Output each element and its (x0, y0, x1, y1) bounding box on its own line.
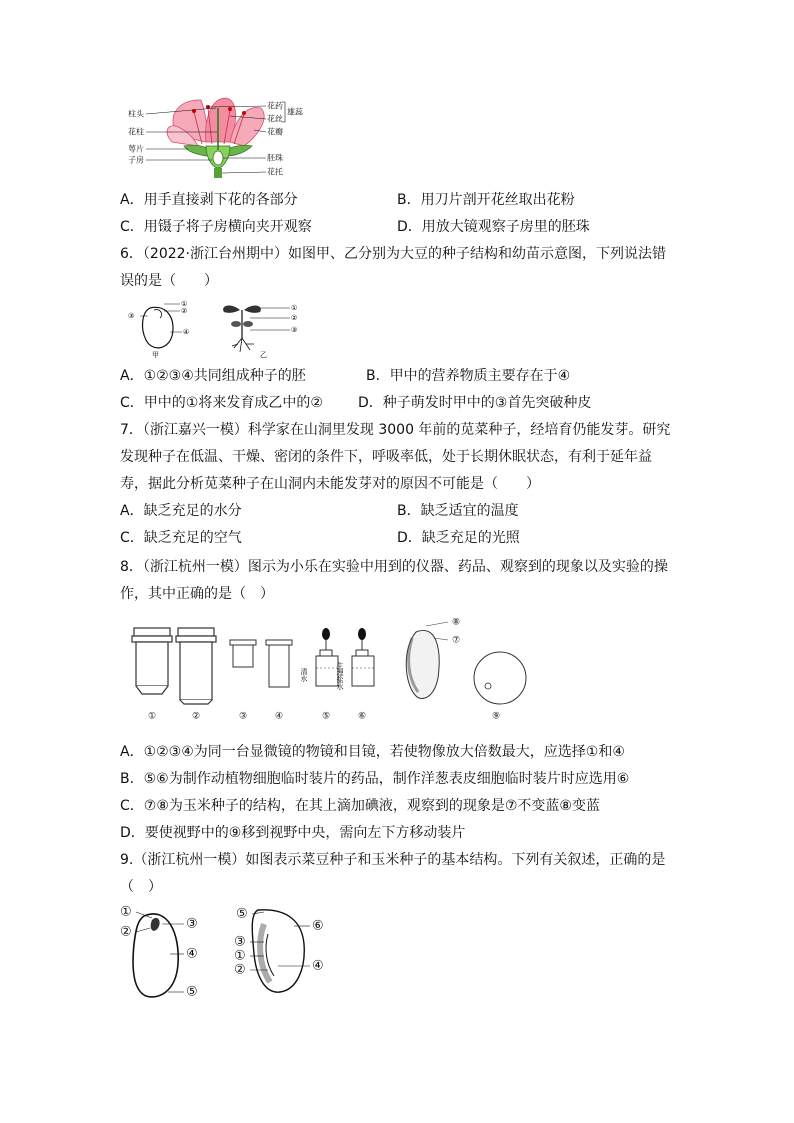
q9-stem-line2: （ ） (120, 879, 162, 895)
num-2: ② (191, 711, 201, 722)
q8-option-a: A．①②③④为同一台显微镜的物镜和目镜，若使物像放大倍数最大，应选择①和④ (120, 744, 625, 760)
yi-num-1: ① (291, 304, 298, 312)
q6-stem-line2: 误的是（ ） (120, 273, 218, 289)
bean-num-2: ② (120, 924, 132, 940)
q5-option-b: B．用刀片剖开花丝取出花粉 (397, 192, 575, 208)
jia-num-4: ④ (183, 328, 190, 336)
q7-stem-line2: 发现种子在低温、干燥、密闭的条件下，呼吸率低，处于长期休眠状态，有利于延年益 (120, 449, 652, 465)
corn-num-6: ⑥ (312, 918, 324, 934)
label-ovary: 子房 (128, 155, 144, 165)
q7-option-a: A．缺乏充足的水分 (120, 503, 242, 519)
yi-label: 乙 (260, 351, 267, 359)
q6-option-c: C．甲中的①将来发育成乙中的② (120, 395, 323, 411)
corn-num-1: ① (234, 948, 246, 964)
q6-option-b: B．甲中的营养物质主要存在于④ (366, 368, 571, 384)
bean-num-5: ⑤ (186, 984, 198, 1000)
saline-label: 生理盐水 (336, 662, 344, 690)
corn-num-2: ② (234, 962, 246, 978)
jia-label: 甲 (152, 351, 159, 359)
flower-diagram (126, 94, 326, 180)
q6-option-d: D．种子萌发时甲中的③首先突破种皮 (358, 395, 592, 411)
q8-stem-line2: 作，其中正确的是（ ） (120, 586, 274, 602)
soybean-diagram (120, 298, 320, 360)
q7-option-b: B．缺乏适宜的温度 (397, 503, 519, 519)
bean-corn-seed-diagram (118, 904, 338, 1006)
label-style: 花柱 (128, 127, 144, 137)
label-anther: 花药 (267, 101, 283, 111)
bean-num-3: ③ (186, 916, 198, 932)
q5-option-a: A．用手直接剥下花的各部分 (120, 192, 298, 208)
corn-num-4: ④ (312, 958, 324, 974)
q7-stem-line3: 寿，据此分析苋菜种子在山洞内未能发芽对的原因不可能是（ ） (120, 476, 540, 492)
yi-num-2: ② (291, 314, 298, 322)
label-filament: 花丝 (267, 114, 283, 124)
num-4: ④ (274, 711, 284, 722)
lab-equipment-diagram (126, 618, 536, 728)
num-8: ⑧ (452, 618, 461, 628)
label-ovule: 胚珠 (267, 153, 283, 163)
q8-option-c: C．⑦⑧为玉米种子的结构，在其上滴加碘液，观察到的现象是⑦不变蓝⑧变蓝 (120, 798, 600, 814)
q9-stem-line1: 9.（浙江杭州一模）如图表示菜豆种子和玉米种子的基本结构。下列有关叙述，正确的是 (120, 852, 666, 868)
bean-num-1: ① (120, 904, 132, 920)
q5-option-d: D．用放大镜观察子房里的胚珠 (397, 219, 590, 235)
label-receptacle: 花托 (267, 167, 283, 177)
corn-num-3: ③ (234, 934, 246, 950)
num-9: ⑨ (491, 711, 501, 722)
q7-stem-line1: 7．（浙江嘉兴一模）科学家在山洞里发现 3000 年前的苋菜种子，经培育仍能发芽。研究 (120, 422, 671, 438)
corn-num-5: ⑤ (236, 906, 248, 922)
q8-option-d: D．要使视野中的⑨移到视野中央，需向左下方移动装片 (120, 825, 466, 841)
yi-num-3: ③ (291, 326, 298, 334)
label-petal: 花瓣 (267, 127, 283, 137)
water-label: 清水 (300, 668, 308, 682)
q7-option-d: D．缺乏充足的光照 (397, 530, 520, 546)
q5-option-c: C．用镊子将子房横向夹开观察 (120, 219, 312, 235)
q6-stem-line1: 6．（2022·浙江台州期中）如图甲、乙分别为大豆的种子结构和幼苗示意图，下列说法错 (120, 246, 666, 262)
label-stamen: 雄蕊 (287, 107, 303, 117)
label-sepal: 萼片 (128, 144, 144, 154)
num-5: ⑤ (321, 711, 331, 722)
num-1: ① (147, 711, 157, 722)
q8-stem-line1: 8．（浙江杭州一模）图示为小乐在实验中用到的仪器、药品、观察到的现象以及实验的操 (120, 559, 668, 575)
jia-num-3: ③ (128, 312, 135, 320)
q6-option-a: A．①②③④共同组成种子的胚 (120, 368, 306, 384)
label-stigma: 柱头 (128, 109, 144, 119)
q7-option-c: C．缺乏充足的空气 (120, 530, 242, 546)
num-6: ⑥ (357, 711, 367, 722)
bean-num-4: ④ (186, 946, 198, 962)
jia-num-2: ② (181, 307, 188, 315)
q8-option-b: B．⑤⑥为制作动植物细胞临时装片的药品，制作洋葱表皮细胞临时装片时应选用⑥ (120, 771, 630, 787)
num-3: ③ (238, 711, 248, 722)
jia-num-1: ① (181, 300, 188, 308)
num-7: ⑦ (452, 635, 461, 646)
